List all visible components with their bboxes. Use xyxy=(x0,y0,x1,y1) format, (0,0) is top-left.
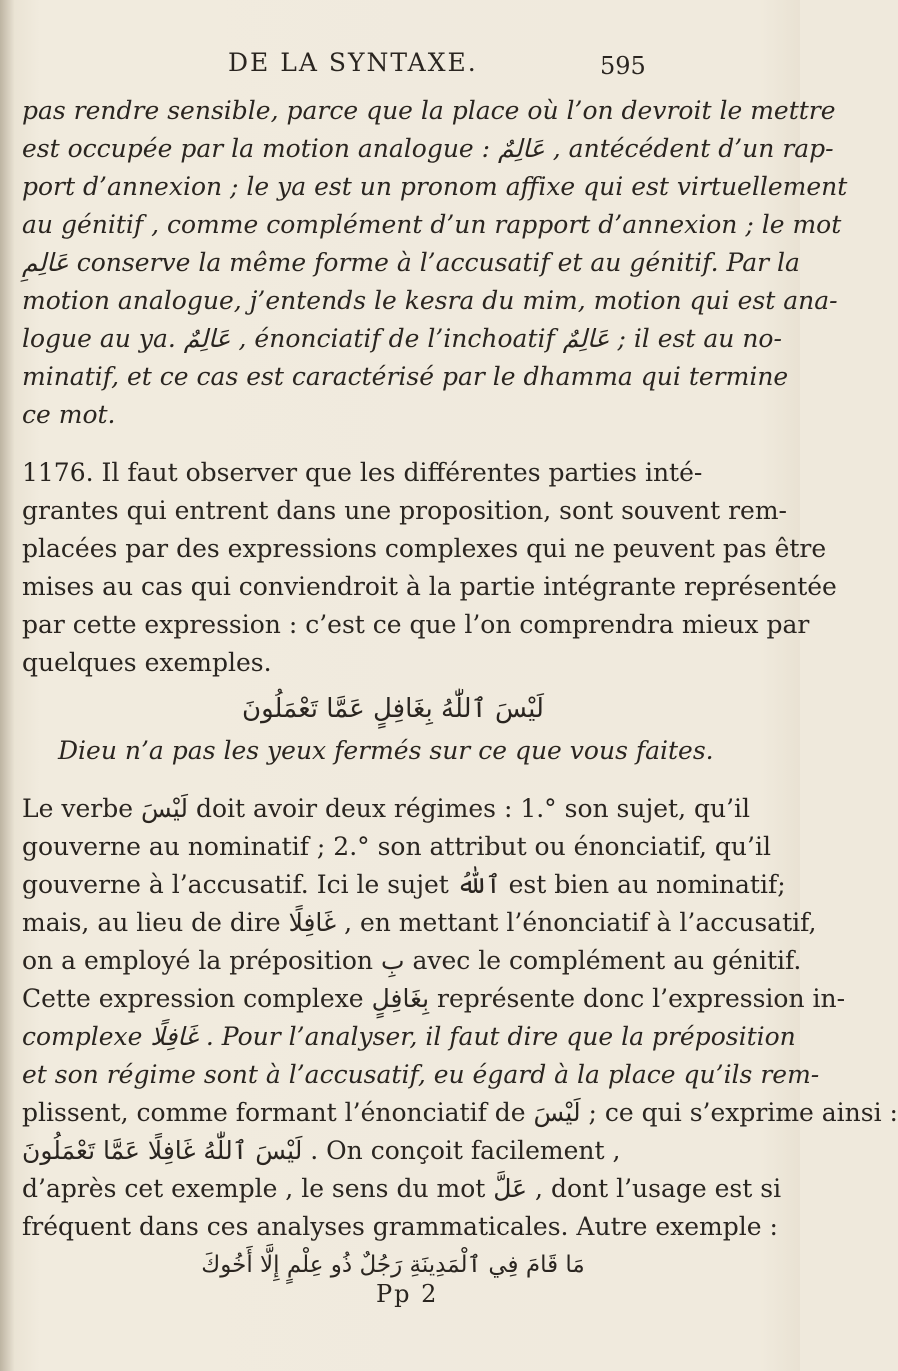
text-fragment: Il faut observer que les différentes parties inté- xyxy=(101,458,703,487)
section-number: 1176. xyxy=(22,458,94,487)
text-line xyxy=(22,454,764,492)
page-binding-edge xyxy=(0,0,14,1371)
text-line: est occupée par la motion analogue : عَالِمٌ , antécédent d’un rap- xyxy=(22,134,834,163)
text-line: au génitif , comme complément d’un rapport d’annexion ; le mot xyxy=(22,210,842,239)
body-text xyxy=(22,92,898,1284)
text-line: minatif, et ce cas est caractérisé par le dhamma qui termine xyxy=(22,362,789,391)
text-line: gouverne au nominatif ; 2.° son attribut ou énonciatif, qu’il xyxy=(22,832,771,861)
signature-mark: Pp 2 xyxy=(376,1280,439,1308)
running-title: DE LA SYNTAXE. xyxy=(228,48,478,77)
text-line: pas rendre sensible, parce que la place où l’on devroit le mettre xyxy=(22,96,836,125)
text-line: motion analogue, j’entends le kesra du mim, motion qui est ana- xyxy=(22,286,838,315)
text-line: par cette expression : c’est ce que l’on comprendra mieux par xyxy=(22,610,810,639)
example-translation: Dieu n’a pas les yeux fermés sur ce que vous faites. xyxy=(58,736,714,765)
text-line: Cette expression complexe بِغَافِلٍ représente donc l’expression in- xyxy=(22,984,846,1013)
text-line: quelques exemples. xyxy=(22,648,272,677)
paragraph-1176 xyxy=(22,454,837,770)
text-line: port d’annexion ; le ya est un pronom affixe qui est virtuellement xyxy=(22,172,848,201)
text-line: لَيْسَ ٱللّٰهُ غَافِلًا عَمَّا تَعْمَلُونَ . On conçoit facilement , xyxy=(22,1136,621,1165)
text-line: gouverne à l’accusatif. Ici le sujet ٱللّٰهُ est bien au nominatif; xyxy=(22,870,786,899)
text-line: mais, au lieu de dire غَافِلًا , en mettant l’énonciatif à l’accusatif, xyxy=(22,908,817,937)
text-line: plissent, comme formant l’énonciatif de لَيْسَ ; ce qui s’exprime ainsi : xyxy=(22,1098,898,1127)
page-number: 595 xyxy=(600,52,646,80)
text-line: عَالِمِ conserve la même forme à l’accusatif et au génitif. Par la xyxy=(22,248,800,277)
text-line: complexe غَافِلًا . Pour l’analyser, il faut dire que la préposition xyxy=(22,1022,796,1051)
arabic-example: لَيْسَ ٱللّٰهُ بِغَافِلٍ عَمَّا تَعْمَلُونَ xyxy=(242,694,544,724)
text-line: d’après cet exemple , le sens du mot عَلَّ , dont l’usage est si xyxy=(22,1174,782,1203)
text-line: grantes qui entrent dans une proposition, sont souvent rem- xyxy=(22,496,787,525)
paragraph-continuation xyxy=(22,92,848,434)
text-line: on a employé la préposition بِ avec le complément au génitif. xyxy=(22,946,802,975)
text-line: mises au cas qui conviendroit à la partie intégrante représentée xyxy=(22,572,837,601)
text-line: Le verbe لَيْسَ doit avoir deux régimes : 1.° son sujet, qu’il xyxy=(22,794,751,823)
text-line: logue au ya. عَالِمٌ , énonciatif de l’inchoatif عَالِمٌ ; il est au no- xyxy=(22,324,782,353)
text-line: fréquent dans ces analyses grammaticales. Autre exemple : xyxy=(22,1212,778,1241)
text-line: ce mot. xyxy=(22,400,116,429)
text-line: placées par des expressions complexes qui ne peuvent pas être xyxy=(22,534,827,563)
arabic-example-2: مَا قَامَ فِي ٱلْمَدِينَةِ رَجُلٌ ذُو عِلْمٍ إِلَّا أَخُوكَ xyxy=(201,1252,585,1278)
text-line: et son régime sont à l’accusatif, eu égard à la place qu’ils rem- xyxy=(22,1060,820,1089)
page-header xyxy=(0,44,800,84)
paragraph-analysis xyxy=(22,790,898,1284)
